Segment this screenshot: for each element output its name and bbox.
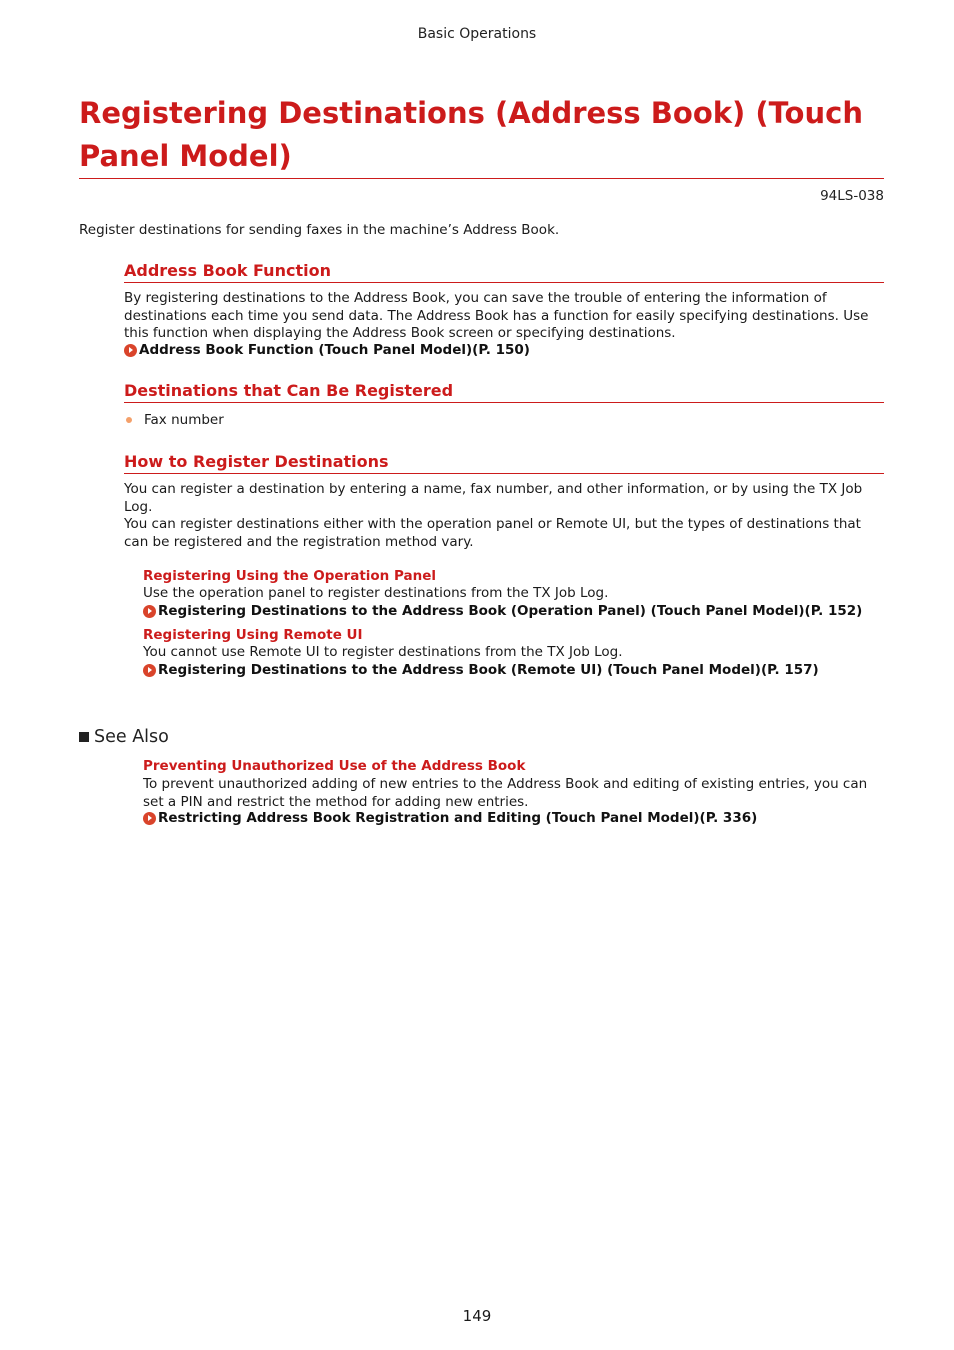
section-heading-address-book-function: Address Book Function [124,261,884,283]
see-also-label: See Also [94,727,169,747]
link-address-book-function[interactable] [124,342,530,358]
link-label: Address Book Function (Touch Panel Model)(P. 150) [139,342,530,358]
page-title: Registering Destinations (Address Book) (Touch Panel Model) [79,96,863,173]
body-line: Log. [124,498,153,515]
subsection-heading-operation-panel: Registering Using the Operation Panel [143,568,437,584]
dot-bullet-icon [126,417,132,423]
body-line: You can register a destination by entering a name, fax number, and other information, or by using the TX Job [124,481,863,497]
arrow-circle-icon [143,664,156,677]
subsection-text-remote-ui: You cannot use Remote UI to register destinations from the TX Job Log. [143,644,623,660]
list-item [124,412,224,428]
page-number: 149 [462,1307,492,1325]
body-line: can be registered and the registration method vary. [124,533,474,550]
subsection-text-operation-panel: Use the operation panel to register destinations from the TX Job Log. [143,585,609,601]
link-label: Registering Destinations to the Address Book (Remote UI) (Touch Panel Model)(P. 157) [158,662,819,678]
section-body-how-to-register [124,481,884,551]
arrow-circle-icon [124,344,137,357]
link-register-remote-ui[interactable] [143,662,819,678]
intro-text: Register destinations for sending faxes in the machine’s Address Book. [79,222,560,238]
see-also-item-text [143,776,883,811]
link-label: Registering Destinations to the Address Book (Operation Panel) (Touch Panel Model)(P. 152) [158,603,863,619]
arrow-circle-icon [143,812,156,825]
list-item-text: Fax number [144,412,224,428]
square-icon [79,732,89,742]
body-line: set a PIN and restrict the method for adding new entries. [143,793,529,810]
see-also-heading [79,727,169,747]
section-body-address-book-function [124,290,884,343]
link-label: Restricting Address Book Registration and Editing (Touch Panel Model)(P. 336) [158,810,758,826]
subsection-heading-remote-ui: Registering Using Remote UI [143,627,363,643]
body-line: destinations each time you send data. The Address Book has a function for easily specifying destinations. Use [124,307,869,324]
title-divider [79,178,884,179]
page-header: Basic Operations [417,26,537,42]
body-line: To prevent unauthorized adding of new entries to the Address Book and editing of existing entries, you can [143,776,868,792]
link-register-operation-panel[interactable] [143,603,862,619]
body-line: You can register destinations either with the operation panel or Remote UI, but the types of destinations that [124,516,861,532]
arrow-circle-icon [143,605,156,618]
section-heading-destinations-registrable: Destinations that Can Be Registered [124,381,884,403]
link-restricting-address-book[interactable] [143,810,757,826]
section-heading-how-to-register: How to Register Destinations [124,452,884,474]
body-line: By registering destinations to the Address Book, you can save the trouble of entering the information of [124,290,827,306]
body-line: this function when displaying the Address Book screen or specifying destinations. [124,325,676,341]
see-also-item-heading: Preventing Unauthorized Use of the Address Book [143,758,526,774]
document-code: 94LS-038 [820,188,884,204]
